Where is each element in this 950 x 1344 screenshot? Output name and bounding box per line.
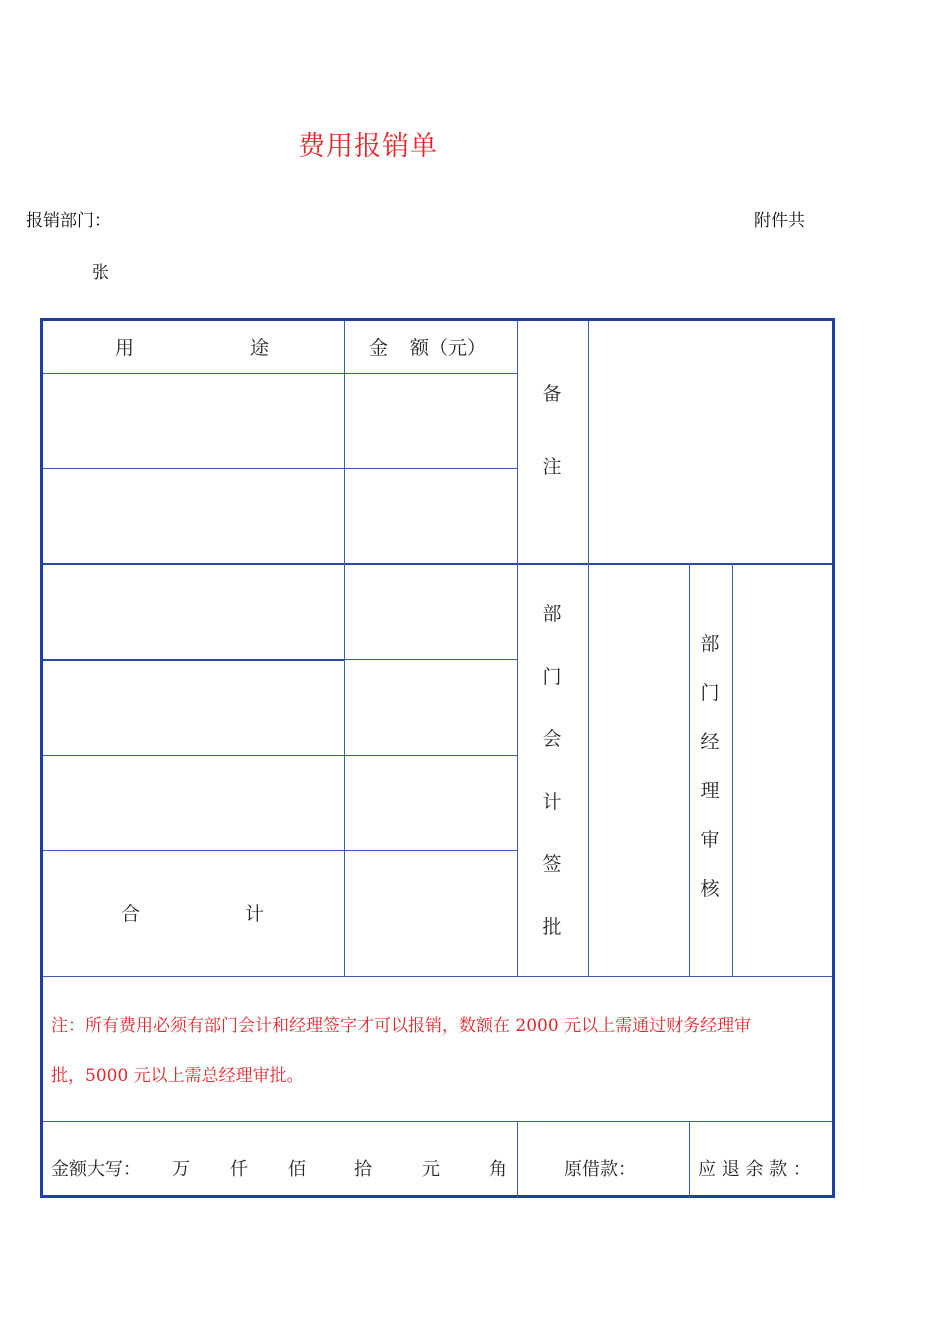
remarks-label: 备 注	[542, 383, 562, 478]
column-divider	[588, 321, 589, 976]
row-divider	[43, 850, 517, 851]
refund-balance-label: 应 退 余 款 ：	[698, 1159, 811, 1180]
unit-jiao: 角	[489, 1159, 507, 1180]
column-divider	[689, 1121, 690, 1198]
column-divider	[517, 321, 518, 976]
column-divider	[344, 321, 345, 976]
column-divider	[689, 563, 690, 976]
department-label: 报销部门：	[26, 211, 111, 231]
note-line-2: 批，5000 元以上需总经理审批。	[51, 1066, 304, 1086]
total-label-char: 计	[245, 903, 265, 925]
unit-wan: 万	[172, 1159, 190, 1180]
unit-bai: 佰	[288, 1159, 306, 1180]
unit-shi: 拾	[354, 1159, 372, 1180]
total-label-char: 合	[121, 903, 141, 925]
row-divider	[43, 755, 517, 756]
unit-qian: 仟	[230, 1159, 248, 1180]
section-divider	[43, 1121, 832, 1122]
expense-form-table	[40, 318, 835, 1198]
section-divider	[43, 976, 832, 977]
sheets-unit-label: 张	[92, 263, 109, 283]
attachments-label: 附件共	[754, 211, 805, 231]
form-title: 费用报销单	[298, 131, 438, 162]
purpose-header-char: 用	[115, 337, 135, 359]
row-divider	[43, 373, 517, 374]
column-divider	[517, 1121, 518, 1198]
row-divider	[43, 659, 344, 661]
amount-in-words-label: 金额大写：	[51, 1159, 141, 1180]
original-loan-label: 原借款：	[564, 1159, 636, 1180]
note-line-1: 注：所有费用必须有部门会计和经理签字才可以报销，数额在 2000 元以上需通过财务经理审	[51, 1016, 752, 1036]
row-divider	[43, 468, 517, 469]
column-divider	[732, 563, 733, 976]
manager-review-label: 部 门 经 理 审 核	[700, 633, 720, 900]
purpose-header-char: 途	[250, 337, 270, 359]
unit-yuan: 元	[422, 1159, 440, 1180]
amount-header-char: 额（元）	[410, 337, 487, 359]
amount-header-char: 金	[369, 337, 389, 359]
accountant-approval-label: 部 门 会 计 签 批	[542, 603, 562, 938]
section-divider	[43, 563, 832, 565]
row-divider	[344, 659, 517, 660]
